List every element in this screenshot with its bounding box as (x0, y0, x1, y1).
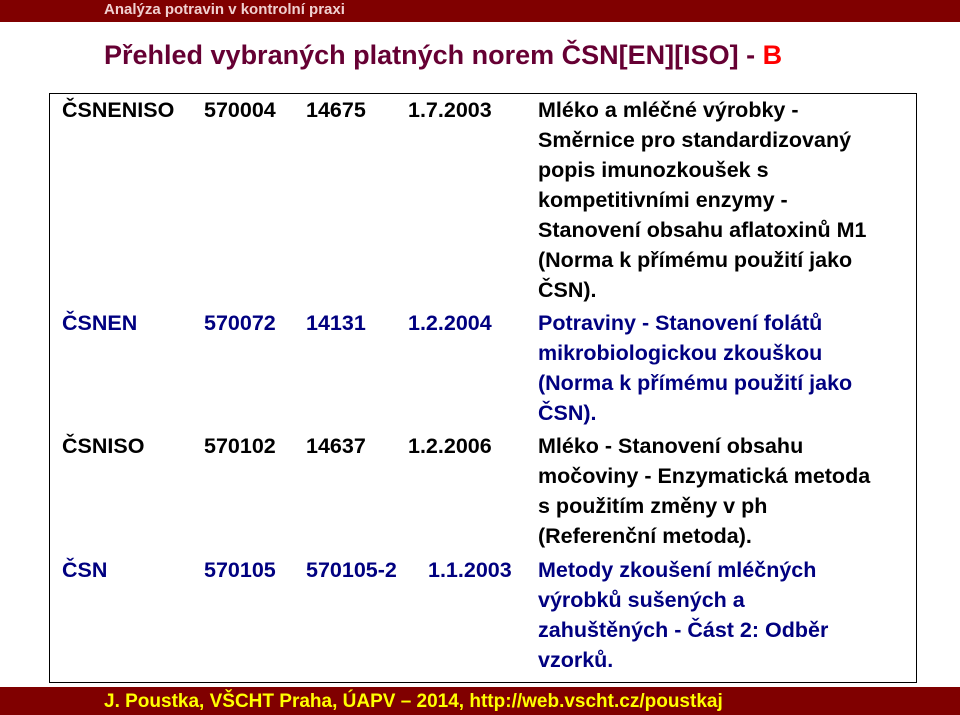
header-bar (0, 0, 960, 22)
standard-type: ČSNEN (62, 311, 138, 335)
standard-date: 1.2.2006 (408, 434, 492, 458)
standard-code: 14637 (306, 434, 366, 458)
standard-code: 570105-2 (306, 558, 397, 582)
standard-code: 14131 (306, 311, 366, 335)
footer-credit: J. Poustka, VŠCHT Praha, ÚAPV – 2014, http://web.vscht.cz/poustkaj (104, 691, 723, 712)
standard-description: Potraviny - Stanovení folátů mikrobiologickou zkouškou (Norma k přímému použití jako ČSN). (538, 311, 853, 425)
standard-type: ČSNISO (62, 434, 145, 458)
standard-type: ČSNENISO (62, 98, 175, 122)
standard-description: Metody zkoušení mléčných výrobků sušených a zahuštěných - Část 2: Odběr vzorků. (538, 558, 829, 672)
standard-date: 1.2.2004 (408, 311, 492, 335)
standard-number: 570004 (204, 98, 276, 122)
standard-description: Mléko a mléčné výrobky - Směrnice pro standardizovaný popis imunozkoušek s kompetitivními enzymy - Stanovení obsahu aflatoxinů M1 (Norma k přímému použití jako ČSN). (538, 98, 867, 302)
footer-bar (0, 687, 960, 715)
course-title: Analýza potravin v kontrolní praxi (104, 1, 345, 18)
slide-title-accent: B (762, 40, 783, 70)
standard-number: 570105 (204, 558, 276, 582)
standard-date: 1.1.2003 (428, 558, 512, 582)
standard-description: Mléko - Stanovení obsahu močoviny - Enzymatická metoda s použitím změny v ph (Referenční metoda). (538, 434, 871, 548)
standard-type: ČSN (62, 558, 108, 582)
standard-code: 14675 (306, 98, 366, 122)
slide-title-text: Přehled vybraných platných norem ČSN[EN][ISO] - (104, 40, 763, 70)
standard-number: 570072 (204, 311, 276, 335)
standard-date: 1.7.2003 (408, 98, 492, 122)
slide-title (104, 40, 782, 71)
standard-number: 570102 (204, 434, 276, 458)
